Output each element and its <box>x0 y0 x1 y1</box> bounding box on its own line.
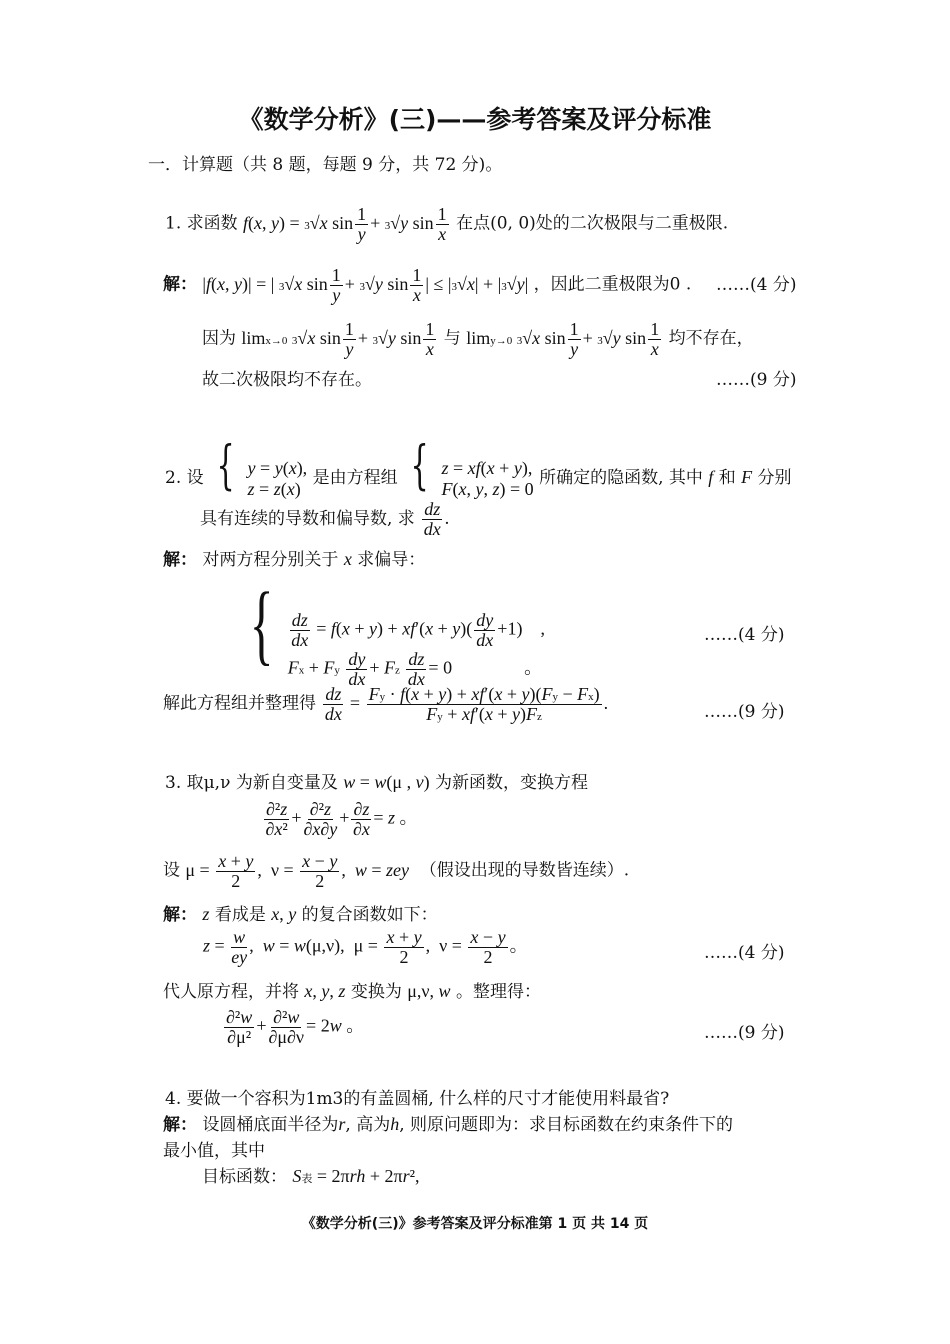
q1-solution-line3: 故二次极限均不存在。 <box>202 370 372 390</box>
q1-score-9: ……(9 分) <box>716 370 797 390</box>
section-heading: 一．计算题（共 8 题，每题 9 分，共 72 分)。 <box>148 155 503 175</box>
q3-stem: 3. 取μ,ν 为新自变量及 w = w(μ , v) 为新函数，变换方程 <box>165 772 588 793</box>
q2-result: 解此方程组并整理得 $\frac{dz}{dx}$ = $\frac{Fy \cdot f(x + y) + xf'(x + y)(Fy - Fx)}{Fy + xf'(x + y)Fz}$ . <box>163 684 609 724</box>
q1-score-4: ……(4 分) <box>716 275 797 295</box>
q3-result: $\frac{\text{∂²w}}{\text{∂μ²}}$ + $\frac{\text{∂²w}}{\partial\mu\partial\nu}$ = 2w 。 <box>226 1007 365 1047</box>
q2-equation-system: { $\frac{dz}{dx}$ = f(x + y) + xf′(x + y)( $\frac{dy}{dx}$ +1) , Fx + Fy $\frac{dy}{dx}$ + Fz $\frac{dz}{dx}$ = 0 。 <box>249 575 545 689</box>
q4-objective: 目标函数： S表 = 2πrh + 2πr², <box>202 1166 420 1187</box>
q2-score-4: ……(4 分) <box>704 625 785 645</box>
q4-stem: 4. 要做一个容积为1m3的有盖圆桶, 什么样的尺寸才能使用料最省? <box>165 1089 670 1109</box>
q2-score-9: ……(9 分) <box>704 702 785 722</box>
q1-solution-line2: 因为 limx→0 3√x sin $\frac{1}{y}$ + 3√y sin $\frac{1}{x}$ 与 limy→0 3√x sin $\frac{1}{y}$ + 3√y sin $\frac{1}{x}$ 均不存在， <box>202 319 754 359</box>
q4-solution-line1: 解： 设圆桶底面半径为r, 高为h, 则原问题即为：求目标函数在约束条件下的 <box>163 1114 734 1135</box>
q2-stem: 2. 设 { y = y(x), z = z(x) 是由方程组 { z = xf(x + y), F(x, y, z) = 0 所确定的隐函数, 其中 f 和 F 分别 <box>165 436 792 499</box>
page-footer: 《数学分析(三)》参考答案及评分标准第 1 页 共 14 页 <box>301 1216 649 1232</box>
q1-solution-line1: 解： |f(x, y)| = | 3√x sin $\frac{1}{y}$ + 3√y sin $\frac{1}{x}$ | ≤ |3√x| + |3√y| ，因此二重极限为0 . <box>163 265 692 305</box>
q3-solution-line1: 解： z 看成是 x, y 的复合函数如下： <box>163 904 438 925</box>
page-title: 《数学分析》(三)——参考答案及评分标准 <box>238 105 712 134</box>
q3-substitution: 设 μ = $\frac{x + y}{2}$ , ν = $\frac{x - y}{2}$ , w = zey （假设出现的导数皆连续）. <box>163 851 630 891</box>
q2-stem-line2: 具有连续的导数和偏导数, 求 $\frac{dz}{dx}$ . <box>200 499 450 539</box>
q4-solution-line2: 最小值，其中 <box>163 1141 265 1161</box>
q3-composite: z = $\frac{w}{ey}$ , w = w(μ,ν), μ = $\frac{x + y}{2}$ , ν = $\frac{x - y}{2}$ 。 <box>203 927 528 967</box>
q3-score-4: ……(4 分) <box>704 943 785 963</box>
q3-score-9: ……(9 分) <box>704 1023 785 1043</box>
q2-solution-line1: 解： 对两方程分别关于 x 求偏导： <box>163 549 426 570</box>
q1-stem: 1. 求函数 f(x, y) = 3√x sin $\frac{1}{y}$ + 3√y sin $\frac{1}{x}$ 在点(0, 0)处的二次极限与二重极限. <box>165 204 729 244</box>
q3-pde: $\frac{\text{∂²z}}{\text{∂x²}}$ + $\frac{\text{∂²z}}{\partial x\partial y}$ + $\frac{\partial z}{\partial x}$ = z 。 <box>265 799 418 839</box>
q3-substitute-line: 代人原方程，并将 x, y, z 变换为 μ,ν, w 。整理得： <box>163 981 541 1002</box>
